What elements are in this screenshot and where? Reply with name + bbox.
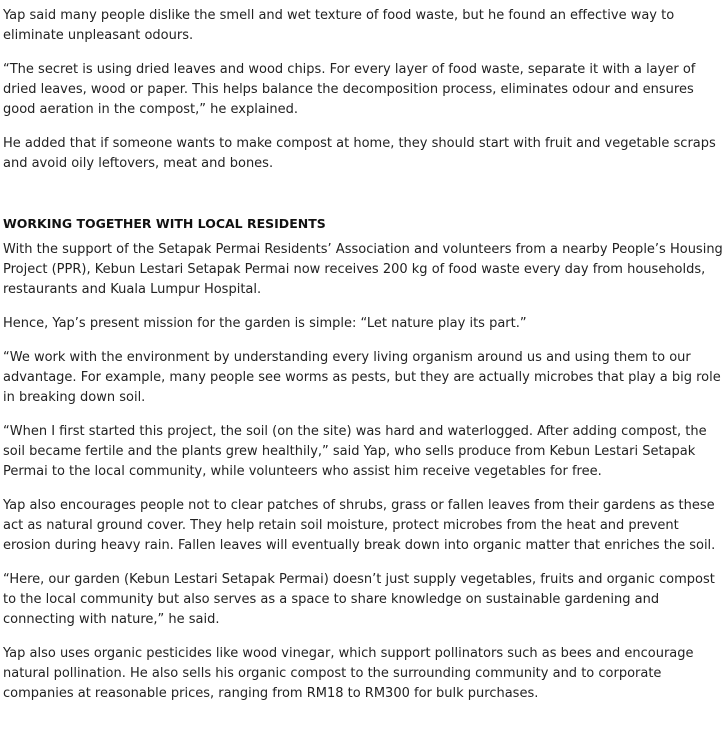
paragraph-environment-quote: “We work with the environment by understanding every living organism around us and using them to our advantage. For example, many people see worms as pests, but they are actually microbes that play a big role in breaking down soil. xyxy=(3,350,721,405)
paragraph-garden-quote: “Here, our garden (Kebun Lestari Setapak Permai) doesn’t just supply vegetables, fruits and organic compost to the local community but also serves as a space to share knowledge on sustainable gardening and connecting with nature,” he said. xyxy=(3,572,715,627)
paragraph-soil-quote: “When I first started this project, the soil (on the site) was hard and waterlogged. After adding compost, the soil became fertile and the plants grew healthily,” said Yap, who sells produce from Kebun Lestari Setapak Permai to the local community, while volunteers who assist him receive vegetables for free. xyxy=(3,424,707,479)
paragraph-home-compost: He added that if someone wants to make compost at home, they should start with fruit and vegetable scraps and avoid oily leftovers, meat and bones. xyxy=(3,136,716,171)
paragraph-support: With the support of the Setapak Permai Residents’ Association and volunteers from a nearby People’s Housing Project (PPR), Kebun Lestari Setapak Permai now receives 200 kg of food waste every day from households, restaurants and Kuala Lumpur Hospital. xyxy=(3,242,723,297)
section-heading: WORKING TOGETHER WITH LOCAL RESIDENTS xyxy=(3,216,326,231)
paragraph-mission: Hence, Yap’s present mission for the garden is simple: “Let nature play its part.” xyxy=(3,316,527,331)
paragraph-odour-intro: Yap said many people dislike the smell and wet texture of food waste, but he found an effective way to eliminate unpleasant odours. xyxy=(3,8,675,43)
paragraph-pesticides: Yap also uses organic pesticides like wood vinegar, which support pollinators such as bees and encourage natural pollination. He also sells his organic compost to the surrounding community and to corporate companies at reasonable prices, ranging from RM18 to RM300 for bulk purchases. xyxy=(3,646,694,701)
paragraph-ground-cover: Yap also encourages people not to clear patches of shrubs, grass or fallen leaves from their gardens as these act as natural ground cover. They help retain soil moisture, protect microbes from the heat and prevent erosion during heavy rain. Fallen leaves will eventually break down into organic matter that enriches the soil. xyxy=(3,498,716,553)
paragraph-secret-quote: “The secret is using dried leaves and wood chips. For every layer of food waste, separate it with a layer of dried leaves, wood or paper. This helps balance the decomposition process, eliminates odour and ensures good aeration in the compost,” he explained. xyxy=(3,62,696,117)
